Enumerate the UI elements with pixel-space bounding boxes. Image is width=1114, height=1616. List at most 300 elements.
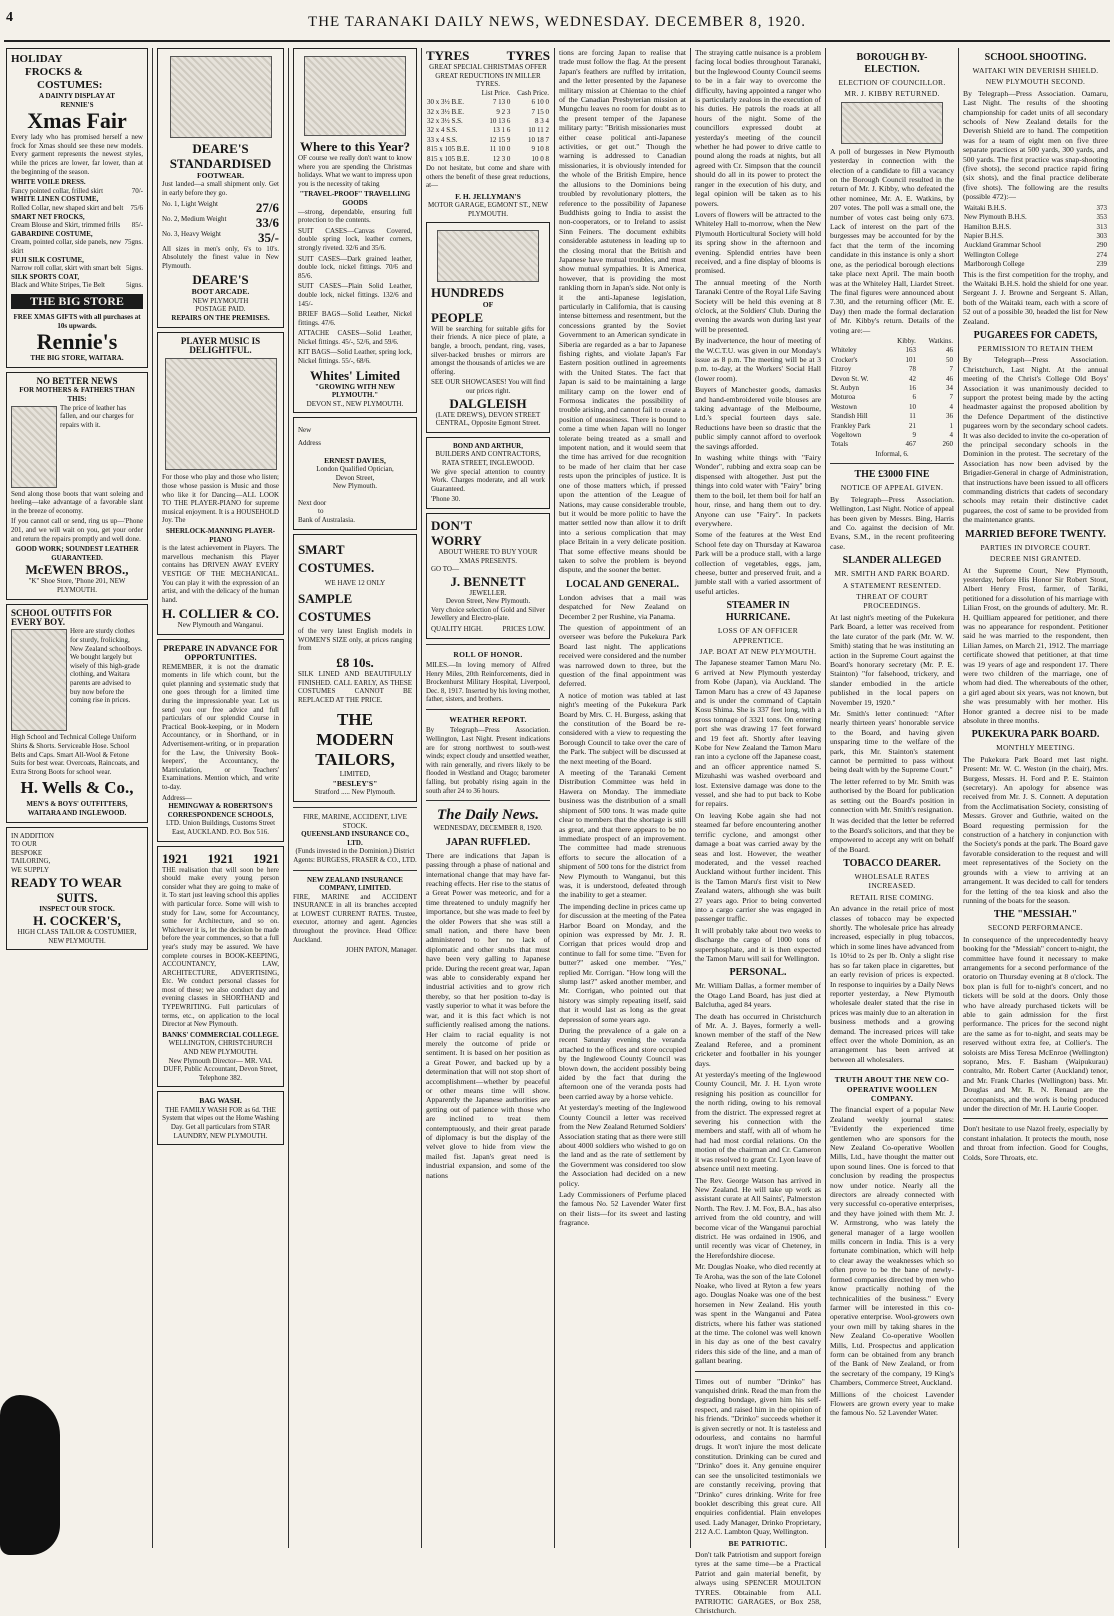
- travel-good: KIT BAGS—Solid Leather, spring lock, Nickel fittings. 55/-, 68/6.: [298, 348, 412, 366]
- rennies-xmas-ad: [6, 48, 148, 368]
- boot-illustration: [11, 406, 57, 488]
- news-paragraph: Mr. Smith's letter continued: "After nearly thirteen years' honorable service to the Board, and having given unsparing time to the welfare of the park, this Mr. Stainton's statement cannot be permitted to pass without being dealt with by the Supreme Court.": [830, 708, 954, 775]
- table-row: Napier B.H.S. 303: [964, 231, 1107, 240]
- news-paragraph: London advises that a mail was despatched for New Zealand on December 2 per Rushine, via Panama.: [559, 592, 686, 621]
- travel-good: SUIT CASES—Plain Solid Leather, double lock, nickel fittings. 132/6 and 145/-: [298, 282, 412, 308]
- deare-title: DEARE'S: [192, 141, 249, 156]
- article-heading: SCHOOL SHOOTING.: [984, 52, 1087, 63]
- collier-name: H. COLLIER & CO.: [162, 606, 279, 622]
- table-row: 32 x 3½ S.S. 10 13 6 8 3 4: [427, 117, 549, 125]
- news-paragraph: Lovers of flowers will be attracted to the Whiteley Hall to-morrow, when the New Plymouth Horticultural Society will hold its spring show in the afternoon and evening. Splendid entries have been received, and a fine display of blooms is promised.: [695, 209, 821, 276]
- banks-name: BANKS' COMMERCIAL COLLEGE.: [162, 1030, 279, 1039]
- news-paragraph: It will probably take about two weeks to discharge the cargo of 1000 tons of superphosphate, and it is then expected the Tamon Maru will sail for Wellington.: [695, 925, 821, 963]
- news-paragraph: At yesterday's meeting of the Inglewood County Council, Mr. J. H. Lyon wrote resigning his position as councillor for the north riding, owing to his removal from the district. The expressed regret at severing his connection with the members and staff, with all of whom he had had most cordial relations. On the motion of the chairman and Cr. Cameron it was resolved to grant Cr. Lyon leave of absence until next meeting.: [695, 1070, 821, 1174]
- coop-heading: TRUTH ABOUT THE NEW CO-OPERATIVE WOOLLEN COMPANY.: [834, 1075, 950, 1103]
- davies-line: to: [318, 507, 324, 516]
- news-paragraph: The financial expert of a popular New Zealand weekly journal states: "Evidently the experienced time gentlemen who are sponsors for the New Zealand Co-operative Woollen Mills, Ltd., have thought the matter out upon sound lines. One is forced to that conclusion by reading the prospectus now under notice. Nearly all the directors are already connected with very successful co-operative enterprises, and they have joined with them Mr. J. W. Armstrong, who was lately the general manager of a large woollen mills concern in India. This is a very fortunate combination, which will help to clear away the weaknesses which so often prove to be the bane of newly-formed companies directed by men who know practically nothing of the technicalities of the business." Every farmer will be interested in this co-operative enterprise. Wool-growers own your own mill by taking shares in the New Zealand Co-operative Woollen Mills, Ltd. Prospectus and application form can be obtained from any branch of the Bank of New Zealand, or from the secretary of the company, 19 King's Chambers, Commerce Street, Auckland.: [830, 1105, 954, 1388]
- article-heading: SLANDER ALLEGED: [842, 555, 942, 567]
- news-paragraph: It was decided that the letter be referred to the Board's solicitors, and that they be empowered to accept any writ on behalf of the Board.: [830, 816, 954, 854]
- column-5: [559, 48, 686, 1548]
- modern-address: Stratford ..... New Plymouth.: [314, 788, 396, 797]
- table-row: Moturoa 6 7: [831, 393, 953, 402]
- news-paragraph: The Japanese steamer Tamon Maru No. 6 arrived at New Plymouth yesterday from Kobe (Japan), via Auckland. The Tamon Maru has a crew of 43 Japanese and is under the command of Captain Kosu Shima. She is 337 feet long, with a gross tonnage of 3321 tons. On entering port she was drawing 17 feet forward and 19 feet aft. Shortly after leaving Kobe for New Zealand the Tamon Maru ran into a cyclone off the Japanese coast, and an officer apprentice named S. Mizuhashi was washed overboard and lost. Extensive damage was done to the vessel, and she had to put back to Kobe for repairs.: [695, 658, 821, 809]
- bond-text: We give special attention to country Work. Charges moderate, and all work Guaranteed.: [431, 467, 545, 493]
- news-paragraph: Don't hesitate to use Nazol freely, especially by constant inhalation. It protects the mouth, nose and throat from infection. Good for Coughs, Colds, Sore Throats, etc.: [963, 1124, 1108, 1162]
- dalgleish-sub: (LATE DREW'S), DEVON STREET CENTRAL, Opposite Egmont Street.: [435, 410, 541, 428]
- big-store-logo: THE BIG STORE: [11, 294, 143, 309]
- travel-heading: "TRAVEL-PROOF" TRAVELLING GOODS: [299, 190, 411, 207]
- mcewen-ad: [6, 372, 148, 600]
- frock-item: SMART NET FROCKS, Cream Blouse and Skirt, trimmed frills 85/-: [11, 212, 143, 230]
- bag-wash-ad: [157, 1091, 284, 1145]
- weight-row: No. 3, Heavy Weight 35/-: [162, 229, 279, 245]
- ready-to-wear: READY TO WEAR: [11, 874, 122, 890]
- article-heading: PUGAREES FOR CADETS,: [973, 329, 1098, 341]
- tyre-note: Do not hesitate, but come and share with others the benefit of these great reductions, at—: [426, 164, 550, 190]
- rennies-name: RENNIE'S: [60, 100, 94, 109]
- news-paragraph: This is the first competition for the trophy, and the Waitaki B.H.S. hold the shield for one year. Sergeant J. J. Browne and Sergeant S. Allan, both of the Waitaki team, each with a score of 52 out of a possible 30, headed the list for New Zealand.: [963, 269, 1108, 326]
- davies-line: London Qualified Optician,: [316, 465, 394, 474]
- article-subheading: JAP. BOAT AT NEW PLYMOUTH.: [699, 646, 817, 656]
- davies-line: New Plymouth.: [333, 482, 377, 491]
- weight-row: No. 1, Light Weight 27/6: [162, 199, 279, 215]
- piano-illustration: [165, 358, 277, 470]
- table-row: New Plymouth B.H.S. 353: [964, 213, 1107, 222]
- article-heading: STEAMER IN HURRICANE.: [725, 600, 791, 624]
- separator: [426, 800, 550, 801]
- modern-tailors-name: THE MODERN TAILORS,: [315, 710, 395, 770]
- news-paragraph: During the prevalence of a gale on a recent Saturday evening the veranda attached to the offices and store occupied by the Inglewood County Council was blown down, the accident possibly being aided by the fact that during the afternoon one of the veranda posts had been carried away by a horse vehicle.: [559, 1026, 686, 1101]
- news-paragraph: Millions of the choicest Lavender Flowers are grown every year to make the famous No. 52 Lavender Water.: [830, 1389, 954, 1418]
- table-row: Frankley Park 21 1: [831, 421, 953, 430]
- tyres-heading: TYRES TYRES: [426, 48, 550, 63]
- travel-good: BRIEF BAGS—Solid Leather, Nickel fittings. 47/6.: [298, 310, 412, 327]
- column-rule: [421, 48, 422, 1548]
- article-subheading: NEW PLYMOUTH SECOND.: [985, 77, 1086, 87]
- table-row: Standish Hill 11 36: [831, 412, 953, 421]
- table-row: Marlborough College 239: [964, 260, 1107, 269]
- drinko-ad: Times out of number "Drinko" has vanquished drink. Read the man from the degrading bondage, given him his self-respect, and raised him in the opinion of his friends. "Drinko" succeeds whether it is given secretly or not. It is tasteless and odourless, and contains no harmful drugs. It won't injure the most delicate constitution. Drinking can be cured and "Drinko" does it. Any genuine enquirer can see the unsolicited testimonials we are constantly receiving, proving that "Drinko" cures drinking. Write for free booklet describing this great cure. All enquiries confidential. Plain envelopes used. Lady Manager, Drinko Proprietary, 212 A.C. Lambton Quay, Wellington.: [695, 1376, 821, 1537]
- separator: [426, 644, 550, 645]
- nz-ins-name: NEW ZEALAND INSURANCE COMPANY, LIMITED.: [307, 875, 403, 893]
- column-rule: [825, 48, 826, 1548]
- article-subheading: NOTICE OF APPEAL GIVEN.: [840, 483, 944, 493]
- nz-ins-text: FIRE, MARINE and ACCIDENT INSURANCE in all its branches accepted at LOWEST CURRENT RATES. Trustee, executor, attorney and agent. Agencies throughout the province. Head Office: Auckland.: [293, 892, 417, 944]
- table-row: Vogeltown 9 4: [831, 431, 953, 439]
- news-paragraph: The impending decline in prices came up for discussion at the meeting of the Patea Harbor Board on Monday, and the opinion was expressed by Mr. J. R. Corrigan that prices would drop and continue to fall for some time. "Even for butter?" asked one member. "Yes," replied Mr. Corrigan. "How long will the slump last?" asked another member, and Mr. Corrigan, who pointed out that history was simply repeating itself, said that it would last as long as the great depression of some years ago.: [559, 901, 686, 1024]
- xmas-intro: Every lady who has promised herself a new frock for Xmas should see these new models. Every garment represents the newest styles, while the prices are lower, far lower, than at the beginning of the season.: [11, 133, 143, 176]
- dalgleish-name: DALGLEISH: [449, 395, 527, 411]
- weather-heading: WEATHER REPORT.: [449, 715, 527, 725]
- player-heading: PLAYER MUSIC IS DELIGHTFUL.: [180, 335, 261, 355]
- davies-ad: [293, 417, 417, 529]
- frock-item: SILK SPORTS COAT, Black and White Stripes, Tie Belt 5igns.: [11, 272, 143, 290]
- arcade-subtitle: BOOT ARCADE.: [191, 287, 250, 297]
- column-rule: [690, 48, 691, 1548]
- article-subheading: PERMISSION TO RETAIN THEM: [977, 343, 1094, 353]
- frock-item: WHITE LINEN COSTUME, Rolled Collar, new shaped skirt and belt 75/6: [11, 195, 143, 212]
- ink-blot: [0, 1395, 60, 1555]
- article-subheading: MR. SMITH AND PARK BOARD.: [834, 569, 950, 579]
- news-paragraph: A notice of motion was tabled at last night's meeting of the Pukekura Park Board by Mrs. C. H. Burgess, asking that the constitution of the Board be re-considered with a view to requesting the Borough Council to take over the care of the Park. The subject will be discussed at the next meeting of the Board.: [559, 690, 686, 766]
- holiday-line-3: COSTUMES:: [37, 79, 103, 91]
- article-subheading: THREAT OF COURT PROCEEDINGS.: [856, 592, 928, 611]
- column-rule: [288, 48, 289, 1548]
- separator: [830, 463, 954, 464]
- collier-ad: [157, 332, 284, 635]
- man-portrait-illustration: [170, 56, 272, 138]
- where-text: OF course we really don't want to know where you are spending the Christmas holidays. What we want to impress upon you is the necessity of taking: [298, 154, 412, 188]
- tyres-ad: [426, 48, 550, 218]
- news-paragraph: At the Supreme Court, New Plymouth, yesterday, before His Honor Sir Robert Stout, Albert Henry Frost, farmer, of Tariki, petitioned for a dissolution of his marriage with Lilian Frost, on the grounds of adultery. Mr. R. H. Quilliam appeared for petitioner, and there was no appearance for respondent. Petitioner said he was married to the respondent, then Lilian James, on March 21, 1912. The marriage certificate showed that petitioner, at that time was 19 years of age and respondent 17. There were two children of the marriage, one of whom had died. The whereabouts of the other, a girl aged about six years, was not known, but she was presumably with her mother. His Honor granted a decree nisi to be made absolute in three months.: [963, 565, 1108, 725]
- article-subheading: A STATEMENT RESENTED.: [842, 580, 942, 590]
- article-heading: THE "MESSIAH.": [993, 909, 1078, 921]
- whites-ad: [293, 48, 417, 413]
- roll-text: MILES.—In loving memory of Alfred Henry Miles, 20th Reinforcements, died in Brockenhurst Military Hospital, Liverpool, Dec. 8, 1917. Inserted by his loving mother, father, sisters, and brothers.: [426, 661, 550, 704]
- mcewen-address: "K" Shoe Store, 'Phone 201, NEW PLYMOUTH.: [28, 577, 126, 594]
- bennett-ad: [426, 513, 550, 639]
- wells-sub: MEN'S & BOYS' OUTFITTERS, WAITARA AND INGLEWOOD.: [26, 800, 128, 817]
- inspect-stock: INSPECT OUR STOCK.: [39, 904, 115, 913]
- bond-arthur-ad: [426, 437, 550, 509]
- about-xmas: ABOUT WHERE TO BUY YOUR XMAS PRESENTS.: [438, 547, 538, 565]
- tyres-sub: GREAT SPECIAL CHRISTMAS OFFER GREAT REDUCTIONS IN MILLER TYRES.: [429, 63, 547, 89]
- table-row: Auckland Grammar School 290: [964, 241, 1107, 250]
- article-heading: JAPAN RUFFLED.: [445, 836, 531, 848]
- smart-line: SAMPLE: [298, 591, 353, 607]
- qi-title: FIRE, MARINE, ACCIDENT, LIVE STOCK.: [303, 812, 407, 830]
- where-title: Where to this Year?: [299, 139, 411, 154]
- separator: [695, 1371, 821, 1372]
- postage-paid: POSTAGE PAID.: [195, 305, 246, 314]
- davies-line: New: [298, 426, 312, 435]
- dont: DON'T: [431, 517, 473, 533]
- cocker-line: TO OUR: [11, 840, 37, 849]
- news-paragraph: Some of the features at the West End School fete day on Thursday at Kawaroa Park will be a produce stall, with a large collection of vegetables, eggs, jam, cheese, butter and preserved fruit, and a jumble stall with a varied assortment of useful articles.: [695, 530, 821, 596]
- for-mothers: FOR MOTHERS & FATHERS THAN THIS:: [19, 386, 135, 404]
- masthead: [0, 0, 1114, 44]
- table-row: List Price. Cash Price.: [481, 88, 549, 97]
- weight-row: No. 2, Medium Weight 33/6: [162, 214, 279, 230]
- holiday-line-1: HOLIDAY: [11, 53, 63, 65]
- separator: [830, 1069, 954, 1070]
- free-gifts: FREE XMAS GIFTS with all purchases at 10s upwards.: [13, 313, 141, 330]
- news-paragraph: By Telegraph—Press Association. Oamaru, Last Night. The results of the shooting championship for cadet units of all secondary schools of New Zealand details for the Deverish Shield are to hand. The competition was for a team of eight men on five three separate practices at 500 yards, 300 yards, and 500 yards. The first practice was snap-shooting (five shots), the second practice rapid firing (six shots), and the final practice deliberate (five shots). The following are the results (possible 472):—: [963, 88, 1108, 202]
- article-heading: THE £3000 FINE: [854, 469, 930, 481]
- cocker-line: IN ADDITION: [11, 831, 54, 840]
- roll-of-honor: ROLL OF HONOR.: [453, 649, 523, 659]
- bennett-address: Devon Street, New Plymouth.: [445, 597, 531, 606]
- waitara-store: THE BIG STORE, WAITARA.: [30, 354, 124, 363]
- article-subheading: RETAIL RISE COMING.: [850, 892, 934, 902]
- table-row: Whiteley 163 46: [831, 346, 953, 355]
- cocker-line: TAILORING,: [11, 857, 51, 866]
- daily-news-date: WEDNESDAY, DECEMBER 8, 1920.: [433, 824, 543, 833]
- smart-line: WE HAVE 12 ONLY: [324, 578, 386, 587]
- table-row: 815 x 105 B.E. 12 3 0 10 0 8: [427, 154, 549, 163]
- article-subheading: WAITAKI WIN DEVERISH SHIELD.: [972, 66, 1099, 75]
- news-paragraph: In consequence of the unprecedentedly heavy booking for the "Messiah" concert to-night, the committee have found it necessary to make arrangements for a second performance of the oratorio on Thursday evening at 8 o'clock. The box plan is full for to-night's concert, and no tickets will be sold at the doors. Only those who have already purchased tickets will be able to gain admission for the first performance. The prices for the second night are the same as for to-night, and seats may be reserved without extra fee, at Collier's. The soloists are Miss Teresa McEnroe (Wellington) soprano, Mrs. F. Basham (Waipukurau) contralto, Mr. Robert Carter (Auckland) tenor, and Mr. Frank Charles (Wellington) bass. Mr. Douglas and Mr. R. N. Renaud are the accompanists, and the work is being produced under the direction of Mr. H. Laurie Cooper.: [963, 934, 1108, 1114]
- table-row: Crocker's 101 50: [831, 355, 953, 364]
- table-row: 30 x 3½ B.E. 7 13 0 6 10 0: [427, 98, 549, 107]
- table-row: 33 x 4 S.S. 12 15 9 10 18 7: [427, 135, 549, 144]
- davies-line: Devon Street,: [335, 473, 375, 482]
- separator: [293, 807, 417, 808]
- whites-slogan: "GROWING WITH NEW PLYMOUTH.": [315, 382, 395, 400]
- whites-address: DEVON ST., NEW PLYMOUTH.: [306, 399, 404, 408]
- column-1: [6, 48, 148, 1548]
- patriotic-ad: Don't talk Patriotism and support foreign tyres at the same time—be a Practical Patriot and gain material benefit, by always using SPENCER MOULTON TYRES. Obtainable from ALL PATRIOTIC GARAGES, or Box 258, Christchurch.: [695, 1549, 821, 1616]
- news-paragraph: By Telegraph—Press Association. Christchurch, Last Night. At the annual meeting of the Christ's College Old Boys' Association it was unanimously decided to support the protest being made by the acting headmaster against the proposed abolition by the Defence Department of the distinctive pugarees worn by the secondary school cadets. It was also decided to invite the co-operation of the principal secondary schools in the Dominion in the protest. The secretary of the Association has now been advised by the Brigadier-General in charge of Administration, that instructions have been issued to all officers commanding districts that cadets of secondary schools may retain their distinctive cadet pugarees, the cost of same to be provided from the maintenance grants.: [963, 355, 1108, 525]
- table-row: Waitaki B.H.S. 373: [964, 203, 1107, 212]
- daily-news-logo: The Daily News.: [436, 807, 540, 824]
- frock-item: WHITE VOILE DRESS. Fancy pointed collar, frilled skirt 70/-: [11, 178, 143, 195]
- sizes-text: All sizes in men's only, 6's to 10's. Absolutely the finest value in New Plymouth.: [162, 244, 279, 270]
- column-rule: [958, 48, 959, 1548]
- article-subheading: WHOLESALE RATES INCREASED.: [854, 872, 930, 891]
- article-subheading: LOSS OF AN OFFICER APPRENTICE.: [717, 626, 799, 645]
- page-number: 4: [6, 10, 13, 25]
- weather-text: By Telegraph—Press Association. Wellington, Last Night. Present indications are for strong northwest to south-west winds; expect cloudy and unsettled weather, with rain generally, and rivers likely to be flooded in Westland and Otago; barometer falling, but probably rising again in the south after 24 to 36 hours.: [426, 726, 550, 795]
- davies-line: Next door: [298, 498, 327, 507]
- article-subheading: MR. J. KIBBY RETURNED.: [844, 89, 940, 99]
- school-outfits: SCHOOL OUTFITS FOR EVERY BOY.: [11, 607, 113, 627]
- repairs: REPAIRS ON THE PREMISES.: [171, 313, 270, 322]
- go-to: GO TO—: [431, 565, 459, 574]
- separator: [963, 1118, 1108, 1119]
- column-6: [695, 48, 821, 1616]
- wells-name: H. Wells & Co.,: [20, 778, 134, 798]
- rennies-signature: Rennie's: [36, 329, 118, 355]
- jellyman-sub: MOTOR GARAGE, EGMONT ST., NEW PLYMOUTH.: [428, 201, 548, 218]
- column-4: [426, 48, 550, 1548]
- article-heading: PERSONAL.: [729, 967, 787, 979]
- article-subheading: SECOND PERFORMANCE.: [988, 923, 1083, 933]
- wells-ad: [6, 604, 148, 823]
- article-heading: MARRIED BEFORE TWENTY.: [965, 528, 1106, 540]
- banks-sub: WELLINGTON, CHRISTCHURCH AND NEW PLYMOUTH.: [168, 1039, 273, 1057]
- separator: [426, 709, 550, 710]
- showcases: SEE OUR SHOWCASES! You will find our prices right.: [431, 378, 545, 395]
- travel-sub: —strong, dependable, ensuring full protection to the contents.: [298, 207, 412, 225]
- table-row: Wellington College 274: [964, 250, 1107, 259]
- sherlock-text: is the latest achievement in Players. The marvellous mechanism this Player contains has DRIVEN AWAY EVERY VESTIGE OF THE MECHANICAL. You can play it with the expression of an artist, and with the delicacy of the human hand.: [162, 544, 279, 604]
- leather-text: The price of leather has fallen, and our charges for repairs with it.: [60, 403, 134, 429]
- good-work: GOOD WORK; SOUNDEST LEATHER GUARANTEED.: [15, 545, 139, 562]
- cocker-line: WE SUPPLY: [11, 865, 49, 874]
- qi-name: QUEENSLAND INSURANCE CO., LTD.: [301, 830, 409, 847]
- column-rule: [554, 48, 555, 1548]
- paton: JOHN PATON, Manager.: [345, 946, 417, 955]
- news-paragraph: On leaving Kobe again she had not steamed far before encountering another terrific cyclone, and amongst other damage a boat was carried away by the seas and lost. However, the weather moderated, and the vessel reached Auckland without further incident. This is the Tamon Maru's first visit to New Zealand waters, although she was built 27 years ago. Prior to being converted into a cargo carrier she was engaged in passenger traffic.: [695, 810, 821, 924]
- column-3: [293, 48, 417, 1548]
- cocker-name: H. COCKER'S,: [33, 913, 121, 929]
- news-paragraph: The Rev. George Watson has arrived in New Zealand. He will take up work as assistant curate at All Saints', Palmerston North. The Rev. J. M. Fox, B.A., has also arrived from the old country, and will become vicar of the Wanganui parochial district. He was ordained in 1906, and until recently was vicar of Cheteney, in the Herefordshire diocese.: [695, 1175, 821, 1260]
- table-row: Fitzroy 78 7: [831, 365, 953, 374]
- qi-sub: (Funds invested in the Dominion.) District Agents: BURGESS, FRASER & CO., LTD.: [293, 847, 417, 864]
- suits: SUITS.: [56, 889, 98, 905]
- table-row: Westown 10 4: [831, 402, 953, 411]
- cocker-sub: HIGH CLASS TAILOR & COSTUMIER, NEW PLYMOUTH.: [17, 928, 137, 945]
- people: PEOPLE: [431, 309, 484, 325]
- xmas-fair-heading: Xmas Fair: [27, 108, 127, 134]
- boots-text: Send along those boots that want soleing and heeling—take advantage of a favorable slant in the breeze of economy.: [11, 489, 143, 515]
- dalgleish-ad: [426, 222, 550, 432]
- footwear: FOOTWEAR.: [196, 171, 245, 180]
- of: OF: [482, 300, 494, 310]
- bond-name: BOND AND ARTHUR,: [453, 441, 523, 450]
- schoolboy-illustration: [11, 629, 67, 731]
- banks-director: New Plymouth Director— MR. VAL DUFF, Public Accountant, Devon Street, Telephone 382.: [163, 1056, 278, 1082]
- article-body: tions are forcing Japan to realise that trade must follow the flag. At the present Japan's feathers are ruffled by irritation, and the letter presented by the Japanese military mission at Chientao to the chief of the Canadian Presbyterian mission at Mungchu leaves no room for doubt as to the present temper of the Japanese military party: "British missionaries must either cease political anti-Japanese activities, or get out." Though the warning is addressed to Canadian missionaries, it is obviously intended for the whole of the British Empire, hence the allusions to the Dominions being troubled by revolutionary plotters, the reference to the possibility of Japanese Buddhists going to India to assist the non-cooperators, or to Ireland to assist Sinn Feiners. The document exhibits considerable astuteness in leading up to the closing moral that the British and Japanese have mutual troubles, and must show mutual sympathies. It is America, however, that is providing the most rankling thorn in Japan's side. Not only is it the anti-Japanese legislation, particularly in California, that is causing intense bitterness and resentment, but the concessions granted by the Soviet Government to an American syndicate in Siberia are regarded as a bar to Japanese fishing rights, and violate Japan's Far Eastern position outlined in agreements with the United States. The fact that Japan is said to be maintaining a large military camp on the lower end of Formosa indicates the possibility of trouble arising, and cannot fail to create a position of uneasiness. There is bound to come a time when Japan will no longer tolerate being treated as a small and impotent nation, and it would seem that the time has arrived for due recognition to be made of her claim that her case rests upon the principles of justice. It is one of those matters which, if pressed upon the attention of the League of Nations, may cause considerable trouble, but it would be more politic to have the matter settled now than allow it to drift into a serious complication that may place Britain in a very delicate position. That some effective means should be taken to solve the problem is beyond dispute, and the sooner the better.: [559, 48, 686, 575]
- arcade-title: DEARE'S: [192, 272, 249, 288]
- bennett-text: Very choice selection of Gold and Silver Jewellery and Electro-plate.: [431, 605, 545, 623]
- modern-tailors-ad: [293, 534, 417, 802]
- address-label: Address—: [162, 793, 192, 802]
- clock-illustration: [437, 230, 539, 282]
- bag-wash-text: THE FAMILY WASH FOR as 6d. THE System that wipes out the Home Washing Day. Get all particulars from STAR LAUNDRY, NEW PLYMOUTH.: [162, 1105, 279, 1140]
- separator: [293, 870, 417, 871]
- player-text: For those who play and those who listen; those whose passion is Music and those who like it for Dancing—ALL LOOK TO THE PLAYER-PIANO for supreme musical enjoyment. It is a HOUSEHOLD Joy. The: [162, 473, 279, 525]
- bond-sub: BUILDERS AND CONTRACTORS, RATA STREET, INGLEWOOD.: [435, 450, 541, 467]
- article-subheading: PARTIES IN DIVORCE COURT.: [980, 542, 1091, 552]
- prepare-heading: PREPARE IN ADVANCE FOR OPPORTUNITIES.: [163, 642, 278, 663]
- table-row: Hamilton B.H.S. 313: [964, 222, 1107, 231]
- article-heading: TOBACCO DEARER.: [843, 858, 941, 870]
- people-text: Will be searching for suitable gifts for their friends. A nice piece of plate, a bangle, a brooch, pendant, ring, vases, silver-backed brushes or mirrors are amongst the thousands of articles we are offering.: [431, 324, 545, 376]
- frock-item: FUJI SILK COSTUME, Narrow roll collar, skirt with smart belt 5igns.: [11, 255, 143, 273]
- travel-goods-illustration: [304, 56, 406, 136]
- column-7: [830, 48, 954, 1548]
- article-body: There are indications that Japan is passing through a phase of national and international change that may have far-reaching effects. Her rise to the status of a Great Power was meteoric, and for a time threatened to unduly magnify her importance, but she was made to feel by the older Powers that she was still a small nation, and there have been administered to her no lack of diplomatic and other snubs that must have been very galling to Japanese pride. During the recent great war, Japan was able to considerably expand her industrial activities and to grow rich thereby, so that her position to-day is vastly superior to what it was before the war, and it is this fact which is not sufficiently realised among the nations. Her claim to racial equality is not merely the outcome of pride or sentiment. It is based on her position as a Great Power, and backed up by a determination that will not stop short of accomplishment—whether by peaceful or other means time will show. Apparently the Japanese authorities are getting out of patience with those who are inclined to treat them contemptuously, and their great parade of diplomacy is but the display of the velvet glove to hide from view the mailed fist. Japan's great need is industrial expansion, and some of the nations: [426, 850, 550, 1180]
- queensland-insurance-ad: [293, 813, 417, 865]
- travel-good: SUIT CASES—Dark grained leather, double lock, nickel fittings. 70/6 and 85/6.: [298, 254, 412, 280]
- cocker-line: BESPOKE: [11, 848, 43, 857]
- years-row: 1921 1921 1921: [162, 850, 279, 866]
- article-subheading: DECREE NISI GRANTED.: [989, 554, 1082, 564]
- news-paragraph: An advance in the retail price of most classes of tobacco may be expected shortly. The wholesale price has already increased, especially in plug tobaccos, which in some lines have advanced from 1s 10½d to 2s per lb. Only a slight rise has so far taken place in cigarettes, but an early revision of prices is expected. In response to inquiries by a Daily News reporter yesterday, a New Plymouth wholesale dealer stated that the rise in prices was mainly due to an alteration in business methods and a growing demand. The increased prices will take effect over the whole Dominion, as an arrangement has been arrived at between all wholesalers.: [830, 904, 954, 1064]
- news-paragraph: In washing white things with "Fairy Wonder", rubbing and extra soap can be dispensed with altogether. Just put the things into cold water with "Fairy" bring them to the boil, let them boil for half an hour, rinse, and hang them out to dry. Anyone can use "Fairy". In packets everywhere.: [695, 453, 821, 528]
- news-paragraph: The question of appointment of an overseer was before the Pukekura Park Board last night. The applications received were considered and the number was narrowed down to three, but the question of the final appointment was deferred.: [559, 622, 686, 689]
- shooting-results-table: [963, 204, 1108, 270]
- hemingway-name: HEMINGWAY & ROBERTSON'S CORRESPONDENCE SCHOOLS,: [167, 802, 274, 819]
- tyre-price-table: [426, 89, 550, 164]
- smart-line: SMART: [298, 541, 345, 557]
- article-subheading: MONTHLY MEETING.: [996, 743, 1075, 753]
- banks-text: THE realisation that will soon be here should make every young person consider what they are going to make of it. To start just leaving school this applies with particular force. Some will wish to study for Law, some for Accountancy, some for Architecture, and so on. Whichever it is, let the decision be made before the year commences, so that a full year's study may be assured. We have complete courses in BOOK-KEEPING, ACCOUNTANCY, LAW, ARCHITECTURE, ADVERTISING, Etc. We conduct personal classes for most of these; we also conduct day and evening classes in SHORTHAND and TYPEWRITING. Full particulars of terms, etc., on application to the local Director at New Plymouth.: [162, 865, 279, 1029]
- cocker-ad: [6, 827, 148, 951]
- sherlock-heading: SHERLOCK-MANNING PLAYER-PIANO: [165, 526, 276, 544]
- column-2: [157, 48, 284, 1548]
- bag-wash-heading: BAG WASH.: [199, 1096, 242, 1106]
- news-paragraph: The Pukekura Park Board met last night. Present: Mr. W. C. Weston (in the chair), Mrs. Burgess, Messrs. H. Ford and P. E. Stainton (secretary). An apology for absence was received from Mr. J. S. Connett. A deputation from the Acclimatisation Society, consisting of Messrs. Grover and Guthrie, waited on the Board requesting permission for the construction of a hatchery in conjunction with the Society's ponds at the park. The Board gave favorable consideration to the request and will meet representatives of the Society on the grounds with a view to arriving at an arrangement. It was decided to call for tenders for the letting of the tea kiosk and also the running of the boats for the season.: [963, 754, 1108, 905]
- table-row: Kibby. Watkins.: [897, 336, 953, 345]
- quality-row: QUALITY HIGH. PRICES LOW.: [431, 625, 545, 634]
- collier-sub: New Plymouth and Wanganui.: [177, 621, 264, 630]
- news-paragraph: A poll of burgesses in New Plymouth yesterday in connection with the election of a candidate to fill a vacancy on the Borough Council resulted in the return of Mr. J. Kibby, who defeated the other nominee, Mr. A. E. Watkins, by 207 votes. The poll was a small one, the number of votes cast being only 673. Lack of interest on the part of the burgesses may be accounted for by the fact that the term of the incoming candidate in this instance is only a short one, as the periodical borough elections take place next April. The main booth was at the Whiteley Hall, Liardet Street. The final figures were announced about 7.30, and the returning officer (Mr. E. Day) then made the formal declaration of Mr. Kibby's return. Details of the voting are:—: [830, 146, 954, 335]
- frock-item: GABARDINE COSTUME, Cream, pointed collar, side panels, new skirt 75gns.: [11, 229, 143, 255]
- hemingway-sub: LTD. Union Buildings, Customs Street East, AUCKLAND. P.O. Box 516.: [165, 819, 276, 836]
- table-row: St. Aubyn 16 34: [831, 383, 953, 392]
- poll-table: [830, 337, 954, 450]
- news-paragraph: By inadvertence, the hour of meeting of the W.C.T.U. was given in our Monday's issue as 8 p.m. The meeting will be at 3 p.m. to-day, at the Workers' Social Hall (lower room).: [695, 336, 821, 383]
- davies-line: ERNEST DAVIES,: [324, 455, 386, 465]
- article-subheading: ELECTION OF COUNCILLOR.: [838, 78, 946, 87]
- table-row: 32 x 3½ B.E. 9 2 3 7 15 0: [427, 107, 549, 116]
- table-row: 32 x 4 S.S. 13 1 6 10 11 2: [427, 126, 549, 135]
- article-heading: PUKEKURA PARK BOARD.: [971, 729, 1100, 741]
- news-paragraph: Mr. Douglas Noake, who died recently at Te Aroha, was the son of the late Colonel Noake, who lived at Ryton a few years ago. Douglas Noake was one of the best horsemen in New Zealand. His youth was spent in the Wanganui and Patea districts, where his father was stationed at the time. The colonel was well known in his day as one of the best cavalry riders this side of the line, and a man of gallant bearing.: [695, 1262, 821, 1366]
- bennett-name: J. BENNETT: [450, 573, 526, 589]
- better-news: NO BETTER NEWS: [36, 376, 118, 387]
- nz-insurance-ad: [293, 876, 417, 955]
- hemingway-ad: [157, 639, 284, 842]
- news-paragraph: At yesterday's meeting of the Inglewood County Council a letter was received from the New Zealand Returned Soldiers' Association stating that as there were still about 4000 soldiers who wished to go on the land and as the rate of settlement by the Government was considered too slow the Association had decided on a new policy.: [559, 1103, 686, 1188]
- davies-line: Bank of Australasia.: [298, 516, 355, 524]
- smart-text: of the very latest English models in WOMEN'S SIZE only, at prices ranging from: [298, 627, 412, 653]
- travel-good: SUIT CASES—Canvas Covered, double spring lock, leather corners, strongly riveted. 32/6 and 35/6.: [298, 226, 412, 252]
- deare-footwear-ad: [157, 48, 284, 328]
- school-list: High School and Technical College Uniform Shirts & Shorts. Serviceable Hose. School Belts and Caps. Smart All-Wool & Fetone Suits for best wear. Overcoats, Raincoats, and Extra Strong Boots for school wear.: [11, 733, 140, 776]
- price-from: £8 10s.: [336, 654, 374, 670]
- news-paragraph: At last night's meeting of the Pukekura Park Board, a letter was received from the late curator of the park (Mr. W. W. Smith) stating that he was instituting an action in the Supreme Court against the Board's honorary secretary (Mr. P. E. Stainton) "for falsehood, trickery, and slander embodied in the article published in the local papers on November 19, 1920.": [830, 612, 954, 707]
- news-paragraph: The annual meeting of the North Taranaki Centre of the Royal Life Saving Society will be held this evening at 8 o'clock, at the Soldiers' Club. During the evening the awards won during last year will be presented.: [695, 277, 821, 334]
- prepare-text: REMEMBER, it is not the dramatic moments in life which count, but the quiet planning and systematic study that one goes through for a limited time during the impressionable year. Let us send you our free advice and full particulars of our splendid Course in Practical Book-keeping, or in Modern Accountancy, or in Shorthand, or in Advertisement-writing, or in preparation for the Law, the University Book-keepers', the Accountancy, the Matriculation, or Teachers' Examinations. Mention which, and write to-day.: [162, 662, 279, 791]
- holiday-line-2: FROCKS &: [25, 66, 83, 78]
- news-paragraph: The letter referred to by Mr. Smith was authorised by the Board for publication as setting out the Board's position in connection with Mr. Smith's resignation.: [830, 776, 954, 814]
- table-row: Totals 467 260: [831, 440, 953, 449]
- news-paragraph: Lady Commissioners of Perfume placed the famous No. 52 Lavender Water first on their lists—for its sweet and lasting fragrance.: [559, 1189, 686, 1228]
- banks-ad: [157, 846, 284, 1088]
- column-rule: [152, 48, 153, 1548]
- column-8: [963, 48, 1108, 1548]
- news-paragraph: The death has occurred in Christchurch of Mr. A. J. Bayes, formerly a well-known member of the staff of the New Zealand Referee, and a prominent cricketer and footballer in his younger days.: [695, 1011, 821, 1068]
- patriotic-heading: BE PATRIOTIC.: [728, 1538, 788, 1548]
- news-paragraph: Mr. William Dallas, a former member of the Otago Land Board, has just died at Balclutha, aged 84 years.: [695, 981, 821, 1010]
- newspaper-title: THE TARANAKI DAILY NEWS, WEDNESDAY. DECEMBER 8, 1920.: [308, 14, 806, 30]
- table-row: 815 x 105 B.E. 11 10 0 9 10 8: [427, 145, 549, 154]
- table-row: Devon St. W. 42 46: [831, 374, 953, 383]
- poll-informal: Informal, 6.: [875, 449, 909, 458]
- besleys: "BESLEY'S": [332, 778, 378, 788]
- worry: WORRY: [431, 532, 482, 548]
- standardised: STANDARDISED: [169, 156, 272, 171]
- davies-line: Address: [298, 439, 321, 448]
- article-heading: BOROUGH BY-ELECTION.: [856, 52, 928, 75]
- smart-text-2: SILK LINED AND BEAUTIFULLY FINISHED. CALL EARLY, AS THESE COSTUMES CANNOT BE REPLACED AT THE PRICE.: [298, 669, 412, 704]
- news-paragraph: The straying cattle nuisance is a problem facing local bodies throughout Taranaki, but the Inglewood County Council seems to be in a fair way to overcome the difficulty, having appointed a ranger who is particularly zealous in the execution of his duties. He patrols the roads at all hours of the night. Some of the councillors expressed doubt at yesterday's meeting of the council whether he had power to drive cattle to pound along the roads at nights, but all agreed with Cr. Simpson that the council should do all in its power to protect the ranger in the execution of his duty, and legal opinion will be taken as to his powers.: [695, 48, 821, 208]
- modern-ltd: LIMITED,: [339, 770, 371, 779]
- hundreds: HUNDREDS: [431, 285, 504, 301]
- whites-name: Whites' Limited: [310, 367, 400, 383]
- school-text: Here are sturdy clothes for sturdy, frolicking, New Zealand schoolboys. We bought largely but wisely of this high-grade clothing, and Waitara parents are advised to buy now before the coming rise in prices.: [70, 627, 143, 705]
- jellyman-name: F. H. JELLYMAN'S: [455, 191, 521, 201]
- smart-line: COSTUMES: [298, 609, 371, 625]
- jeweller: JEWELLER.: [469, 588, 507, 597]
- arcade-town: NEW PLYMOUTH: [192, 296, 249, 305]
- mcewen-name: McEWEN BROS.,: [25, 562, 129, 578]
- bond-phone: 'Phone 30.: [431, 495, 461, 504]
- shipment-text: Just landed—a small shipment only. Get in early before they go.: [162, 180, 279, 197]
- news-paragraph: A meeting of the Taranaki Cement Distribution Committee was held in Hawera on Monday. The immediate business was the distribution of a small shipment of 500 tons. It was made quite clear to members that the shortage is still as great, and that there appears to be no immediate prospect of an improvement. The committee had made strenuous efforts to secure the allocation of a shipment of 500 tons for the district from New Plymouth to Wanganui, but this was, it is understood, defeated through the inability to get a steamer.: [559, 768, 686, 900]
- article-heading: LOCAL AND GENERAL.: [565, 578, 680, 590]
- travel-good: ATTACHE CASES—Solid Leather, Nickel fittings. 45/-, 52/6, and 59/6.: [298, 329, 412, 346]
- masthead-rule: [4, 40, 1110, 42]
- dainty-display: A DAINTY DISPLAY AT: [39, 92, 115, 100]
- call-text: If you cannot call or send, ring us up—'Phone 201, and we will wait on you, get your order and return the repairs promptly and well done.: [11, 517, 143, 543]
- news-paragraph: Buyers of Manchester goods, damasks and hand-embroidered voile blouses are taking advantage of the Melbourne, Ltd.'s special fourteen days sale. Reductions have been so drastic that the public simply cannot afford to overlook the savings afforded.: [695, 385, 821, 451]
- news-paragraph: By Telegraph—Press Association. Wellington, Last Night. Notice of appeal has been given by Messrs. Bing, Harris and Co. against the decision of Mr. Evans, S.M., in the recent profiteering case.: [830, 494, 954, 551]
